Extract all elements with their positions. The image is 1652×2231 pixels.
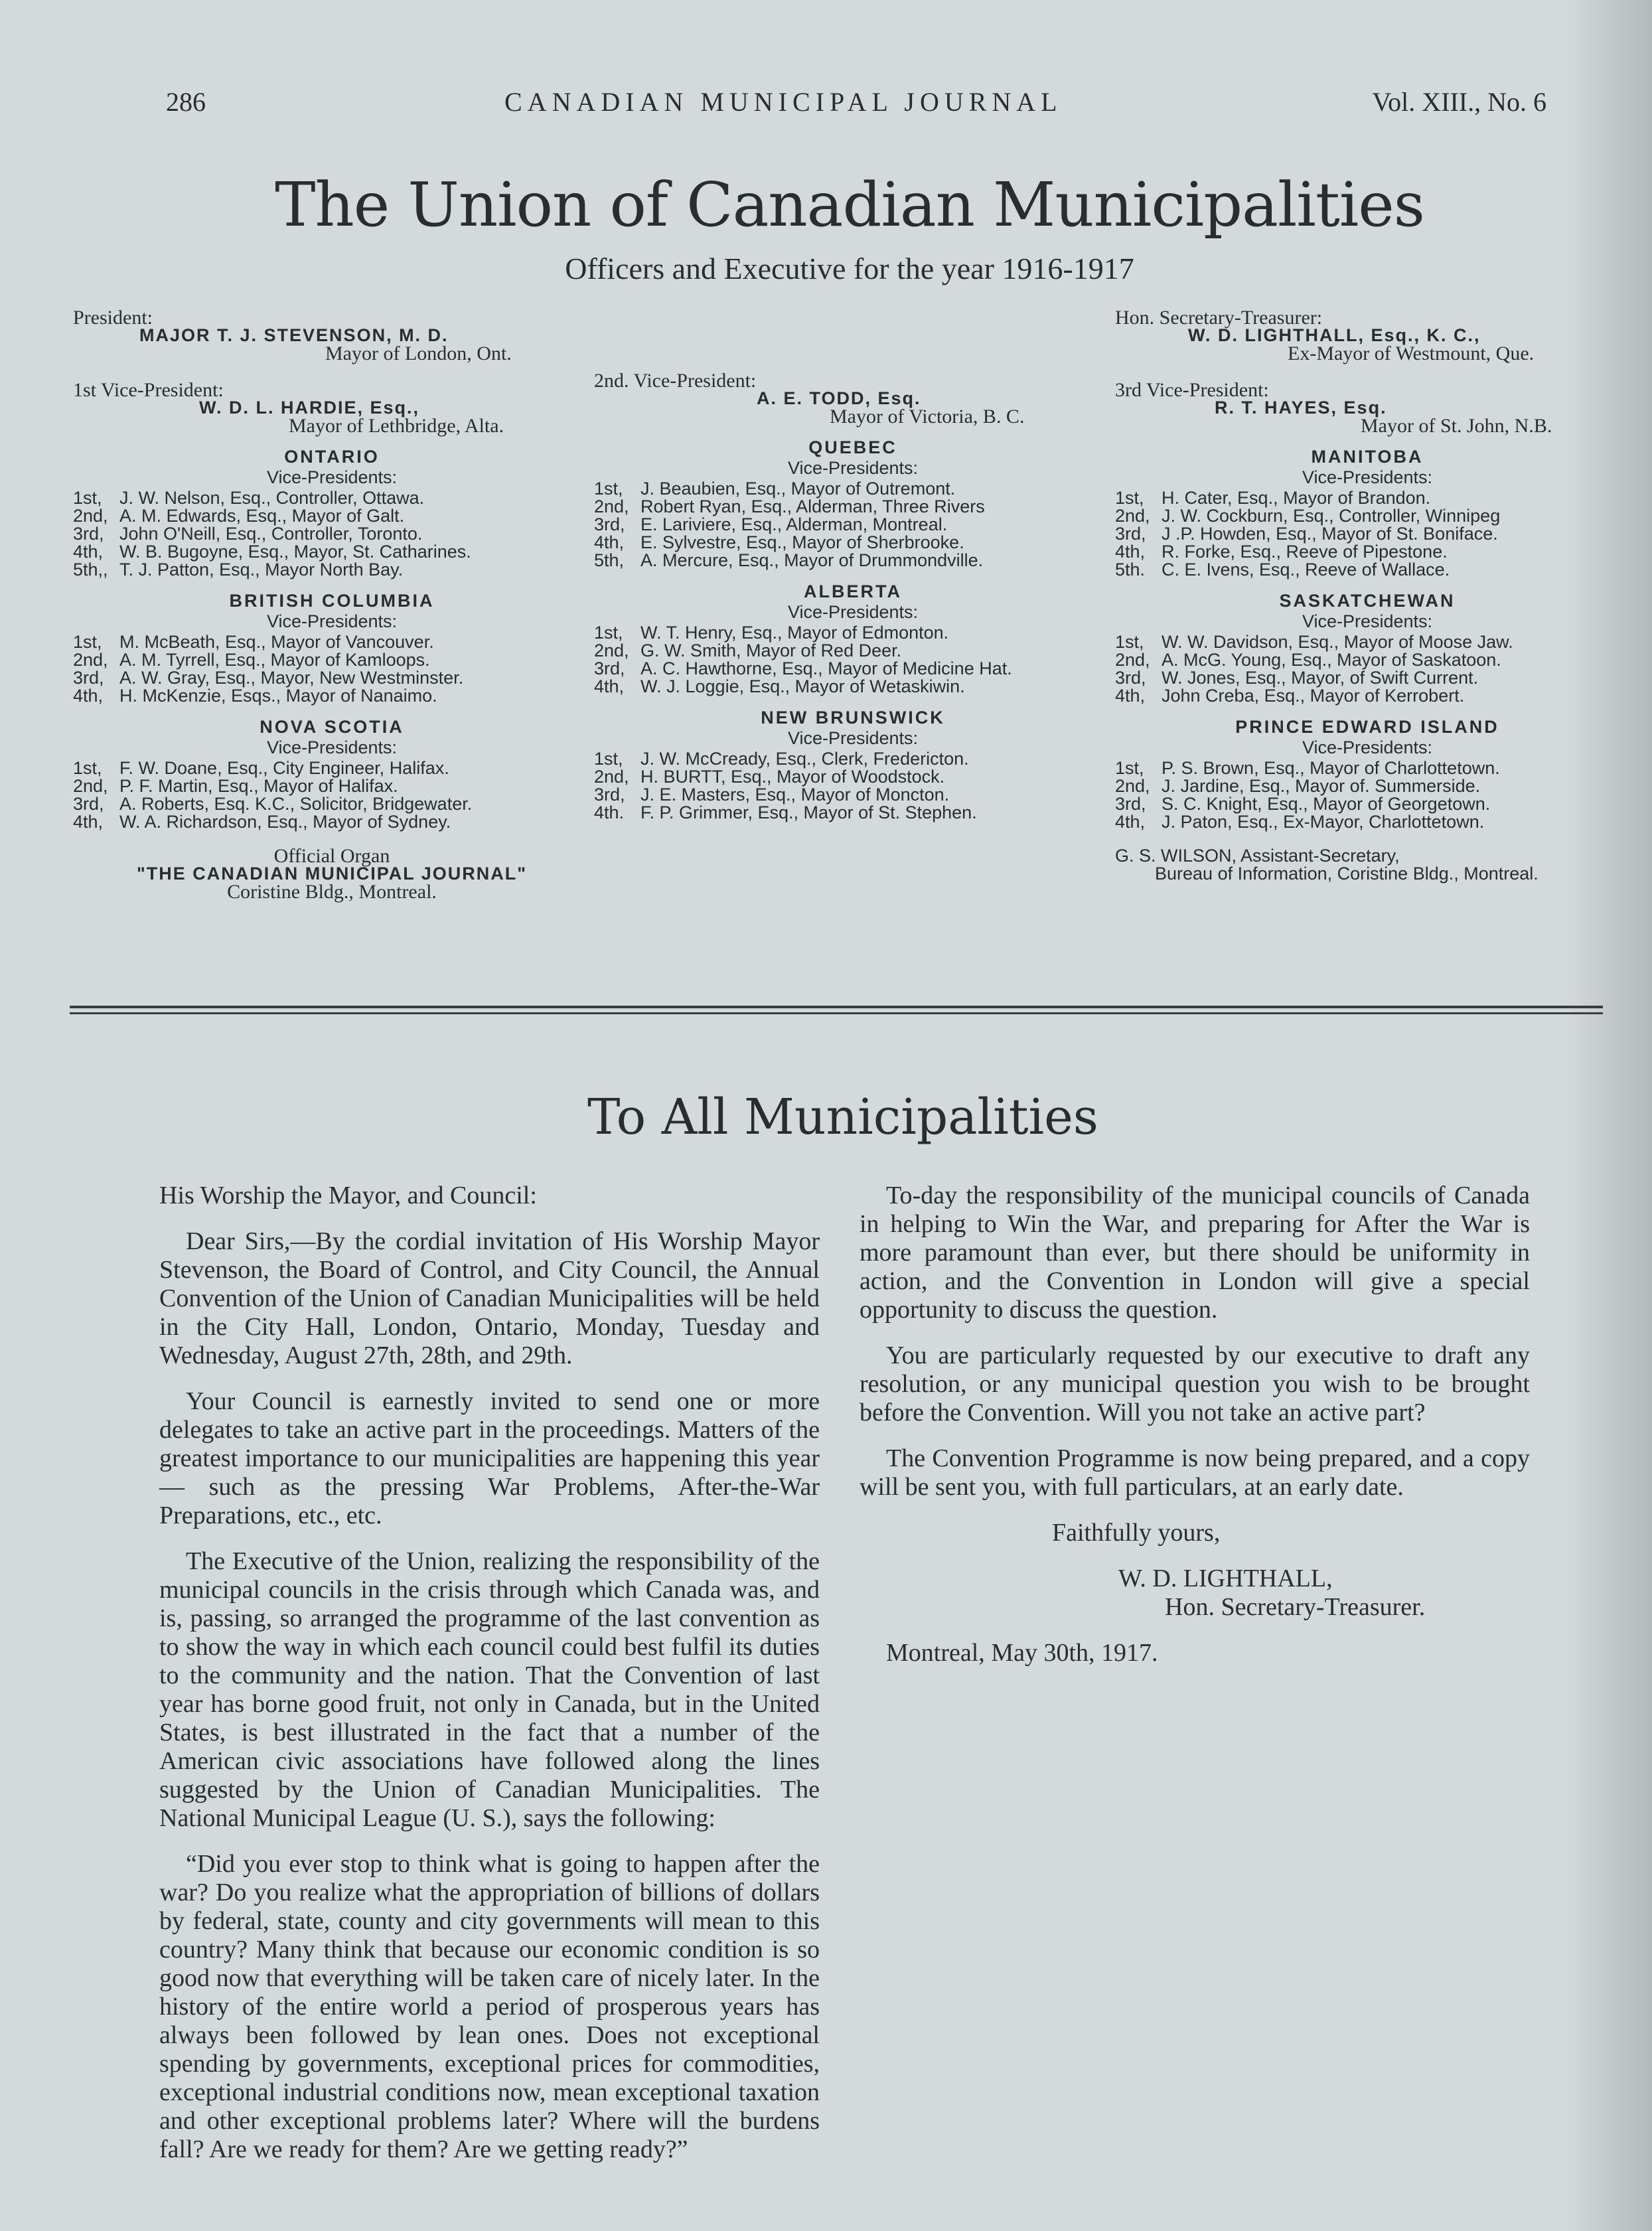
letter-column-right [860,1182,1530,1685]
letter-closing: Faithfully yours, [1052,1519,1221,1547]
secretary-role: Ex-Mayor of Westmount, Que. [1288,343,1535,364]
letter-signer: W. D. LIGHTHALL, [1118,1565,1333,1592]
vp-label: Vice-Presidents: [1302,737,1433,757]
officer-text: Robert Ryan, Esq., Alderman, Three Rivers [640,497,985,516]
officer-entry [73,687,591,705]
journal-title: CANADIAN MUNICIPAL JOURNAL [504,87,1063,117]
officer-text: H. McKenzie, Esqs., Mayor of Nanaimo. [119,686,437,706]
officer-text: J. W. Cockburn, Esq., Controller, Winnipeg [1162,506,1501,526]
province-alberta-title: ALBERTA [804,581,902,601]
officer-entry [1115,687,1619,705]
officer-text: E. Sylvestre, Esq., Mayor of Sherbrooke. [640,532,964,552]
official-organ-label: Official Organ [273,845,390,867]
officer-ordinal: 5th,, [73,560,108,579]
officer-text: J .P. Howden, Esq., Mayor of St. Boniface. [1162,524,1498,544]
officer-ordinal: 2nd, [594,767,629,787]
rule-line [70,1012,1603,1014]
bc-list [73,633,591,705]
officer-text: A. McG. Young, Esq., Mayor of Saskatoon. [1162,650,1501,670]
officer-entry [73,507,591,525]
officer-entry [1115,561,1619,579]
province-ontario-title: ONTARIO [284,447,380,467]
page-title: The Union of Canadian Municipalities [275,169,1424,240]
page-number: 286 [166,87,206,117]
first-vp-role: Mayor of Lethbridge, Alta. [289,415,504,437]
officer-text: John Creba, Esq., Mayor of Kerrobert. [1162,686,1465,706]
letter-paragraph-2: Your Council is earnestly invited to send one or more delegates to take an active part in the proceedings. Matters of the greatest importance to our municipalities are happening this year — such as the pressing War Problems, After-the-War Preparations, etc., etc. [159,1387,820,1529]
assistant-line1: G. S. WILSON, Assistant-Secretary, [1115,846,1400,866]
officer-ordinal: 2nd, [594,641,629,660]
letter-column-left [159,1182,820,2181]
officer-text: F. W. Doane, Esq., City Engineer, Halifax. [119,758,449,778]
officer-ordinal: 2nd, [1115,776,1150,796]
province-bc-title: BRITISH COLUMBIA [229,591,435,611]
ontario-list [73,489,591,579]
officer-ordinal: 1st, [73,632,102,652]
officer-text: John O'Neill, Esq., Controller, Toronto. [119,524,423,544]
president-label: President: [73,307,153,329]
letter-place-date: Montreal, May 30th, 1917. [886,1639,1158,1667]
president-name: MAJOR T. J. STEVENSON, M. D. [139,325,449,345]
running-header [166,86,1546,133]
officer-ordinal: 2nd, [1115,506,1150,526]
officer-ordinal: 3rd, [594,785,625,805]
officer-text: G. W. Smith, Mayor of Red Deer. [640,641,902,660]
quebec-list [594,480,1112,570]
province-ns-title: NOVA SCOTIA [260,717,404,737]
officer-text: S. C. Knight, Esq., Mayor of Georgetown. [1162,794,1491,814]
officer-text: A. M. Tyrrell, Esq., Mayor of Kamloops. [119,650,430,670]
officer-ordinal: 3rd, [1115,794,1146,814]
officer-ordinal: 4th, [1115,812,1146,832]
officer-ordinal: 1st, [73,488,102,508]
officer-ordinal: 2nd, [1115,650,1150,670]
officer-entry [1115,651,1619,669]
officer-ordinal: 1st, [73,758,102,778]
officer-text: A. C. Hawthorne, Esq., Mayor of Medicine Hat. [640,658,1012,678]
officer-entry [1115,507,1619,525]
official-organ-name: "THE CANADIAN MUNICIPAL JOURNAL" [136,864,528,884]
officer-entry [594,750,1112,768]
officer-text: H. BURTT, Esq., Mayor of Woodstock. [640,767,945,787]
officer-ordinal: 1st, [1115,488,1144,508]
vp-label: Vice-Presidents: [1302,467,1433,487]
province-pei-title: PRINCE EDWARD ISLAND [1235,717,1499,737]
officer-ordinal: 2nd, [73,506,108,526]
officer-ordinal: 2nd, [73,776,108,796]
officer-text: J. Beaubien, Esq., Mayor of Outremont. [640,479,956,499]
officer-text: W. T. Henry, Esq., Mayor of Edmonton. [640,623,949,643]
officer-entry [594,660,1112,678]
letter-paragraph-3: The Executive of the Union, realizing the responsibility of the municipal councils in the crisis through which Canada was, and is, passing, so arranged the programme of the last convention as to show the way in which each council could best fulfil its duties to the community and the nation. That the Convention of last year has borne good fruit, not only in Canada, but in the United States, is best illustrated in the fact that a number of the American civic associations have followed along the lines suggested by the Union of Canadian Municipalities. The National Municipal League (U. S.), says the following: [159,1547,820,1832]
officer-entry [1115,813,1619,831]
officer-text: R. Forke, Esq., Reeve of Pipestone. [1162,542,1448,562]
officer-text: W. Jones, Esq., Mayor, of Swift Current. [1162,668,1479,688]
letter-paragraph-5: To-day the responsibility of the municipal councils of Canada in helping to Win the War, and preparing for After the War is more paramount than ever, but there should be uniformity in action, and the Convention in London will give a special opportunity to discuss the question. [860,1182,1530,1324]
officer-entry [594,534,1112,552]
officer-ordinal: 2nd, [594,497,629,516]
third-vp-role: Mayor of St. John, N.B. [1361,415,1552,437]
president-role: Mayor of London, Ont. [325,343,512,364]
vp-label: Vice-Presidents: [266,737,398,757]
officer-entry [1115,525,1619,543]
officer-text: W. B. Bugoyne, Esq., Mayor, St. Catharines. [119,542,471,562]
page-subtitle: Officers and Executive for the year 1916-1917 [565,252,1134,285]
third-vp-label: 3rd Vice-President: [1115,379,1269,401]
volume-number: Vol. XIII., No. 6 [1372,87,1546,117]
officer-entry [1115,633,1619,651]
vp-label: Vice-Presidents: [266,611,398,631]
officer-ordinal: 4th, [594,532,625,552]
officer-text: W. A. Richardson, Esq., Mayor of Sydney. [119,812,451,832]
officer-ordinal: 4th, [1115,686,1146,706]
officer-entry [1115,489,1619,507]
province-sask-title: SASKATCHEWAN [1279,591,1456,611]
second-vp-label: 2nd. Vice-President: [594,370,757,392]
officer-text: W. W. Davidson, Esq., Mayor of Moose Jaw. [1162,632,1513,652]
officers-column-right [1115,309,1619,883]
officer-text: J. W. Nelson, Esq., Controller, Ottawa. [119,488,425,508]
officer-ordinal: 1st, [594,623,623,643]
officer-entry [594,804,1112,822]
officer-text: A. M. Edwards, Esq., Mayor of Galt. [119,506,405,526]
officer-entry [594,642,1112,660]
pei-list [1115,759,1619,831]
officer-entry [594,678,1112,696]
officer-ordinal: 1st, [1115,632,1144,652]
officer-entry [1115,777,1619,795]
officer-entry [73,489,591,507]
officer-ordinal: 3rd, [73,794,104,814]
officer-text: M. McBeath, Esq., Mayor of Vancouver. [119,632,434,652]
officer-ordinal: 4th, [73,686,104,706]
officer-ordinal: 3rd, [594,514,625,534]
officer-ordinal: 4th, [1115,542,1146,562]
officer-ordinal: 1st, [1115,758,1144,778]
vp-label: Vice-Presidents: [787,458,919,478]
vp-label: Vice-Presidents: [787,602,919,622]
alberta-list [594,624,1112,696]
officer-ordinal: 3rd, [73,668,104,688]
officer-entry [594,624,1112,642]
officer-entry [73,561,591,579]
officer-ordinal: 3rd, [1115,524,1146,544]
officer-text: P. F. Martin, Esq., Mayor of Halifax. [119,776,398,796]
province-manitoba-title: MANITOBA [1311,447,1424,467]
officer-entry [1115,543,1619,561]
officer-text: J. E. Masters, Esq., Mayor of Moncton. [640,785,950,805]
secretary-name: W. D. LIGHTHALL, Esq., K. C., [1188,325,1481,345]
officer-entry [73,633,591,651]
officer-ordinal: 4th. [594,803,625,822]
second-vp-role: Mayor of Victoria, B. C. [830,406,1025,427]
officers-column-middle [594,372,1112,822]
officer-ordinal: 5th. [1115,560,1146,579]
second-vp-name: A. E. TODD, Esq. [757,388,921,408]
officer-ordinal: 2nd, [73,650,108,670]
officer-text: E. Lariviere, Esq., Alderman, Montreal. [640,514,948,534]
officer-ordinal: 5th, [594,550,625,570]
officer-entry [73,669,591,687]
officer-text: A. W. Gray, Esq., Mayor, New Westminster. [119,668,464,688]
officer-text: T. J. Patton, Esq., Mayor North Bay. [119,560,404,579]
officer-entry [1115,669,1619,687]
officer-entry [73,777,591,795]
sask-list [1115,633,1619,705]
officer-entry [594,480,1112,498]
officer-entry [73,543,591,561]
official-organ-address: Coristine Bldg., Montreal. [227,881,437,903]
officer-entry [73,813,591,831]
officers-column-left [73,309,591,901]
letter-quote: “Did you ever stop to think what is going to happen after the war? Do you realize what the appropriation of billions of dollars by federal, state, county and city governments will mean to this country? Many think that because our economic condition is so good now that everything will be taken care of nicely later. In the history of the entire world a period of prosperous years has always been followed by lean ones. Does not exceptional spending by governments, exceptional prices for commodities, exceptional industrial conditions now, mean exceptional taxation and other exceptional problems later? Where will the burdens fall? Are we ready for them? Are we getting ready?” [159,1850,820,2163]
officer-text: J. Paton, Esq., Ex-Mayor, Charlottetown. [1162,812,1485,832]
officer-entry [594,498,1112,516]
officer-entry [594,786,1112,804]
officer-ordinal: 3rd, [73,524,104,544]
letter-title: To All Municipalities [587,1089,1098,1146]
letter-paragraph-1: Dear Sirs,—By the cordial invitation of His Worship Mayor Stevenson, the Board of Control, and City Council, the Annual Convention of the Union of Canadian Municipalities will be held in the City Hall, London, Ontario, Monday, Tuesday and Wednesday, August 27th, 28th, and 29th. [159,1227,820,1369]
officer-entry [594,516,1112,534]
province-nb-title: NEW BRUNSWICK [761,708,945,728]
officer-ordinal: 3rd, [1115,668,1146,688]
officer-text: F. P. Grimmer, Esq., Mayor of St. Stephen. [640,803,977,822]
officer-ordinal: 4th, [594,676,625,696]
manitoba-list [1115,489,1619,579]
officer-entry [1115,759,1619,777]
officer-entry [73,759,591,777]
officer-text: J. Jardine, Esq., Mayor of. Summerside. [1162,776,1481,796]
officer-ordinal: 3rd, [594,658,625,678]
letter-paragraph-7: The Convention Programme is now being prepared, and a copy will be sent you, with full particulars, at an early date. [860,1444,1530,1501]
officer-text: W. J. Loggie, Esq., Mayor of Wetaskiwin. [640,676,965,696]
province-quebec-title: QUEBEC [808,437,897,457]
third-vp-name: R. T. HAYES, Esq. [1215,398,1387,418]
letter-paragraph-6: You are particularly requested by our executive to draft any resolution, or any municipal question you wish to be brought before the Convention. Will you not take an active part? [860,1342,1530,1426]
first-vp-label: 1st Vice-President: [73,379,224,401]
officer-ordinal: 4th, [73,812,104,832]
letter-salutation: His Worship the Mayor, and Council: [159,1182,537,1209]
first-vp-name: W. D. L. HARDIE, Esq., [199,398,420,418]
officer-entry [73,795,591,813]
officer-ordinal: 1st, [594,749,623,769]
officer-text: C. E. Ivens, Esq., Reeve of Wallace. [1162,560,1450,579]
officer-ordinal: 1st, [594,479,623,499]
officer-text: A. Mercure, Esq., Mayor of Drummondville. [640,550,984,570]
assistant-line2: Bureau of Information, Coristine Bldg., Montreal. [1155,864,1539,884]
vp-label: Vice-Presidents: [787,728,919,748]
secretary-label: Hon. Secretary-Treasurer: [1115,307,1323,329]
officer-text: H. Cater, Esq., Mayor of Brandon. [1162,488,1431,508]
officer-entry [1115,795,1619,813]
officer-entry [594,552,1112,570]
officer-ordinal: 4th, [73,542,104,562]
vp-label: Vice-Presidents: [1302,611,1433,631]
officer-text: P. S. Brown, Esq., Mayor of Charlottetown. [1162,758,1500,778]
officer-entry [594,768,1112,786]
ns-list [73,759,591,831]
nb-list [594,750,1112,822]
double-rule-divider [70,1006,1603,1022]
officer-text: A. Roberts, Esq. K.C., Solicitor, Bridgewater. [119,794,473,814]
officer-entry [73,525,591,543]
letter-signer-title: Hon. Secretary-Treasurer. [1165,1593,1426,1621]
officer-entry [73,651,591,669]
rule-line [70,1006,1603,1008]
officer-text: J. W. McCready, Esq., Clerk, Fredericton. [640,749,969,769]
vp-label: Vice-Presidents: [266,467,398,487]
